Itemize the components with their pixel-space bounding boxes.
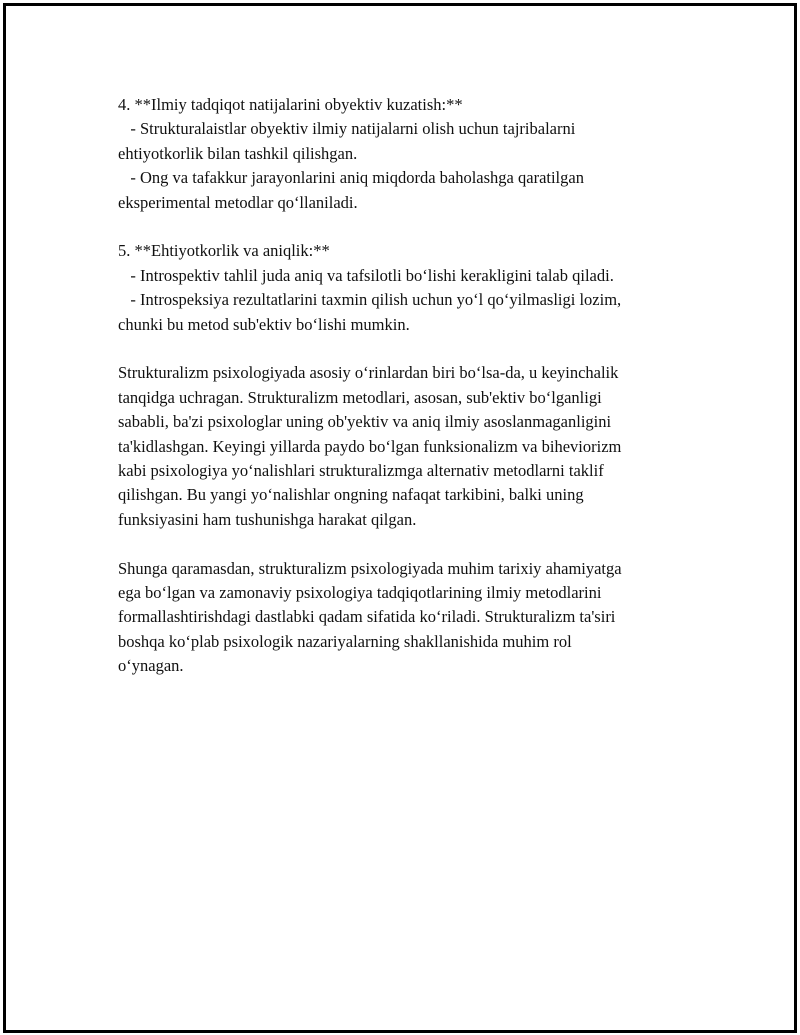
section-5-line: - Introspeksiya rezultatlarini taxmin qilish uchun yo‘l qo‘yilmasligi lozim, [118,290,622,310]
paragraph-spacer [118,532,688,556]
section-4 [118,93,688,215]
paragraph-2-line: boshqa ko‘plab psixologik nazariyalarning shakllanishida muhim rol [118,631,572,651]
section-4-heading: 4. **Ilmiy tadqiqot natijalarini obyektiv kuzatish:** [118,95,463,114]
document-body [118,93,688,679]
paragraph-2-line: Shunga qaramasdan, strukturalizm psixologiyada muhim tarixiy ahamiyatga [118,558,622,578]
paragraph-1-line: kabi psixologiya yo‘nalishlari strukturalizmga alternativ metodlarni taklif [118,461,604,481]
paragraph-2 [118,557,688,679]
section-4-line: - Strukturalaistlar obyektiv ilmiy natijalarni olish uchun tajribalarni [118,119,576,139]
section-5 [118,239,688,337]
paragraph-2-line: ega bo‘lgan va zamonaviy psixologiya tadqiqotlarining ilmiy metodlarini [118,583,602,603]
paragraph-1-line: funksiyasini ham tushunishga harakat qilgan. [118,509,417,529]
section-5-line: chunki bu metod sub'ektiv bo‘lishi mumkin. [118,314,410,334]
paragraph-1-line: Strukturalizm psixologiyada asosiy o‘rinlardan biri bo‘lsa-da, u keyinchalik [118,363,619,383]
paragraph-spacer [118,337,688,361]
paragraph-1-line: qilishgan. Bu yangi yo‘nalishlar ongning nafaqat tarkibini, balki uning [118,485,584,505]
section-4-line: ehtiyotkorlik bilan tashkil qilishgan. [118,143,358,163]
paragraph-1 [118,361,688,532]
section-5-line: - Introspektiv tahlil juda aniq va tafsilotli bo‘lishi kerakligini talab qiladi. [118,265,614,285]
paragraph-1-line: ta'kidlashgan. Keyingi yillarda paydo bo‘lgan funksionalizm va biheviorizm [118,436,622,456]
paragraph-spacer [118,215,688,239]
paragraph-1-line: tanqidga uchragan. Strukturalizm metodlari, asosan, sub'ektiv bo‘lganligi [118,387,602,407]
section-5-heading: 5. **Ehtiyotkorlik va aniqlik:** [118,241,330,261]
paragraph-2-line: o‘ynagan. [118,656,184,676]
section-4-line: - Ong va tafakkur jarayonlarini aniq miqdorda baholashga qaratilgan [118,168,584,188]
paragraph-1-line: sababli, ba'zi psixologlar uning ob'yektiv va aniq ilmiy asoslanmaganligini [118,412,612,432]
section-4-line: eksperimental metodlar qo‘llaniladi. [118,192,358,212]
paragraph-2-line: formallashtirishdagi dastlabki qadam sifatida ko‘riladi. Strukturalizm ta'siri [118,607,616,627]
